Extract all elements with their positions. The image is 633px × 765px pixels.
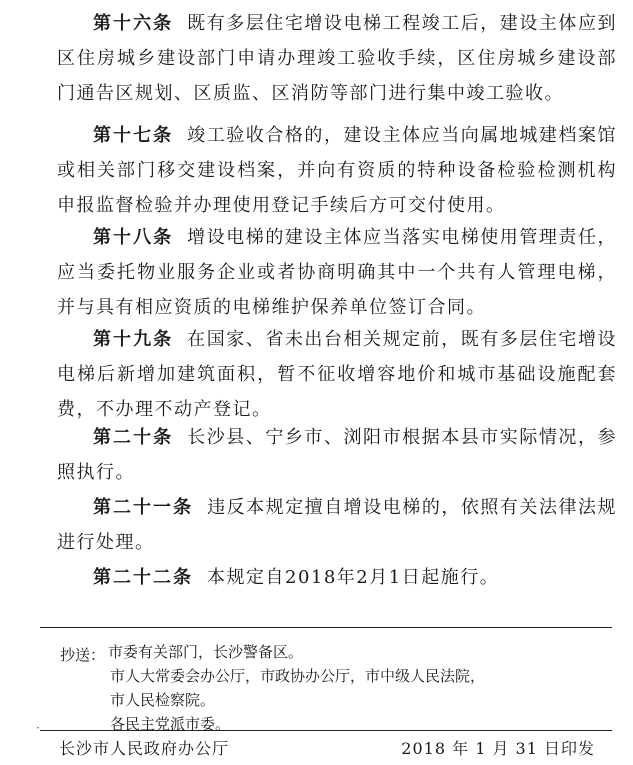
- divider-bottom: [40, 730, 612, 731]
- article-text: 既有多层住宅增设电梯工程竣工后，建设主体应到区住房城乡建设部门申请办理竣工验收手续，区住房城乡建设部门通告区规划、区质监、区消防等部门进行集中竣工验收。: [57, 13, 618, 104]
- article-text: 增设电梯的建设主体应当落实电梯使用管理责任，应当委托物业服务企业或者协商明确其中一个共有人管理电梯，并与具有相应资质的电梯维护保养单位签订合同。: [57, 227, 618, 318]
- article-21: [57, 490, 617, 560]
- article-label: 第二十二条: [93, 567, 193, 588]
- margin-mark: ·: [36, 721, 40, 735]
- article-text: 竣工验收合格的，建设主体应当向属地城建档案馆或相关部门移交建设档案，并向有资质的特种设备检验检测机构申报监督检验并办理使用登记手续后方可交付使用。: [57, 125, 618, 216]
- article-20: [57, 420, 617, 490]
- article-label: 第十九条: [93, 329, 174, 350]
- article-text: 长沙县、宁乡市、浏阳市根据本县市实际情况，参照执行。: [57, 427, 618, 483]
- cc-label: 抄送：: [60, 646, 106, 664]
- article-text: 违反本规定擅自增设电梯的，依照有关法律法规进行处理。: [57, 497, 618, 553]
- article-22: [57, 560, 617, 595]
- cc-line: 市人大常委会办公厅，市政协办公厅，市中级人民法院，: [110, 667, 486, 685]
- divider-top: [40, 627, 612, 628]
- article-label: 第十六条: [93, 13, 174, 34]
- cc-line: 市委有关部门，长沙警备区。: [108, 643, 304, 661]
- article-label: 第十八条: [93, 227, 174, 248]
- article-label: 第二十条: [93, 427, 174, 448]
- issuer: 长沙市人民政府办公厅: [59, 739, 230, 758]
- article-text: 在国家、省未出台相关规定前，既有多层住宅增设电梯后新增加建筑面积，暂不征收增容地价和城市基础设施配套费，不办理不动产登记。: [57, 329, 618, 420]
- article-label: 第二十一条: [93, 497, 194, 518]
- article-label: 第十七条: [93, 125, 174, 146]
- article-18: [57, 220, 617, 325]
- article-19: [57, 322, 617, 427]
- article-text: 本规定自2018年2月1日起施行。: [207, 567, 500, 588]
- issue-date: 2018 年 1 月 31 日印发: [401, 739, 595, 758]
- cc-line: 市人民检察院。: [110, 691, 216, 709]
- article-17: [57, 118, 617, 223]
- article-16: [57, 6, 617, 111]
- cc-line: 各民主党派市委。: [110, 715, 231, 733]
